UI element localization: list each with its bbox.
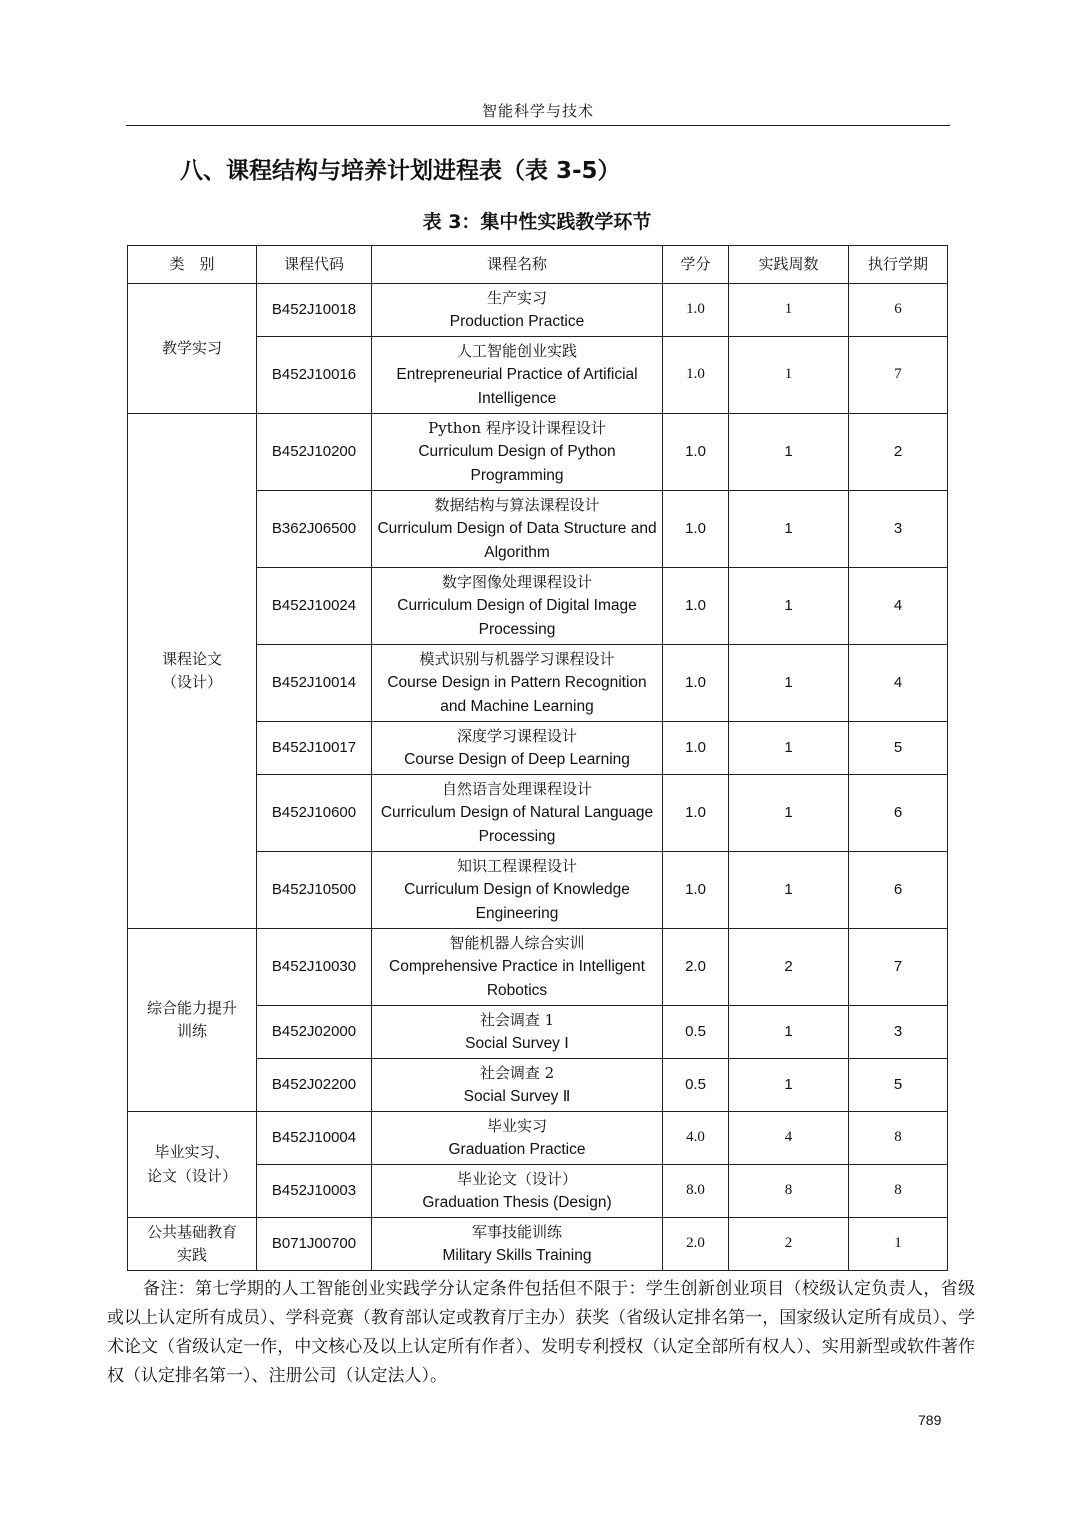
course-name-cn: 社会调查 1 <box>479 1010 555 1029</box>
course-name-en: Curriculum Design of Knowledge Engineering <box>404 881 630 922</box>
category-cell: 毕业实习、 论文（设计） <box>128 1112 257 1218</box>
course-name-cell <box>372 645 663 722</box>
credit-cell: 0.5 <box>663 1006 729 1059</box>
semester-cell: 7 <box>849 929 948 1006</box>
table-row <box>128 1218 948 1271</box>
weeks-cell: 2 <box>729 1218 849 1271</box>
credit-cell: 0.5 <box>663 1059 729 1112</box>
column-header: 执行学期 <box>849 246 948 284</box>
course-name-cn: 数据结构与算法课程设计 <box>434 495 600 514</box>
course-name-en: Course Design in Pattern Recognition and Machine Learning <box>387 674 647 715</box>
course-name-cn: 智能机器人综合实训 <box>449 933 585 952</box>
running-header: 智能科学与技术 <box>481 102 594 120</box>
category-cell: 综合能力提升 训练 <box>128 929 257 1112</box>
course-code-cell: B452J10003 <box>257 1165 372 1218</box>
course-name-cn: 社会调查 2 <box>479 1063 555 1082</box>
table-caption: 表 3：集中性实践教学环节 <box>422 211 652 233</box>
course-name-cn: 人工智能创业实践 <box>456 341 577 360</box>
column-header: 类 别 <box>128 246 257 284</box>
course-name-cn: Python 程序设计课程设计 <box>428 418 606 437</box>
weeks-cell: 1 <box>729 722 849 775</box>
course-name-en: Social Survey Ⅰ <box>465 1035 569 1052</box>
course-name-cn: 毕业实习 <box>486 1116 547 1135</box>
credit-cell: 1.0 <box>663 775 729 852</box>
course-code-cell: B452J10016 <box>257 337 372 414</box>
course-name-cn: 生产实习 <box>486 288 547 307</box>
weeks-cell: 1 <box>729 775 849 852</box>
course-name-cell <box>372 1112 663 1165</box>
weeks-cell: 1 <box>729 645 849 722</box>
course-name-cell <box>372 1218 663 1271</box>
course-code-cell: B452J10014 <box>257 645 372 722</box>
course-name-cell <box>372 929 663 1006</box>
course-name-en: Social Survey Ⅱ <box>463 1088 571 1105</box>
weeks-cell: 1 <box>729 491 849 568</box>
course-code-cell: B452J02200 <box>257 1059 372 1112</box>
practice-table <box>127 245 948 1271</box>
weeks-cell: 1 <box>729 568 849 645</box>
course-name-cell <box>372 284 663 337</box>
weeks-cell: 1 <box>729 852 849 929</box>
course-name-cell <box>372 1059 663 1112</box>
semester-cell: 1 <box>849 1218 948 1271</box>
course-code-cell: B452J10500 <box>257 852 372 929</box>
course-name-en: Entrepreneurial Practice of Artificial Intelligence <box>396 366 638 407</box>
credit-cell: 1.0 <box>663 284 729 337</box>
credit-cell: 4.0 <box>663 1112 729 1165</box>
column-header: 实践周数 <box>729 246 849 284</box>
course-name-cell <box>372 1165 663 1218</box>
credit-cell: 1.0 <box>663 852 729 929</box>
course-name-en: Graduation Practice <box>448 1141 586 1158</box>
course-code-cell: B362J06500 <box>257 491 372 568</box>
credit-cell: 1.0 <box>663 645 729 722</box>
credit-cell: 2.0 <box>663 929 729 1006</box>
semester-cell: 3 <box>849 491 948 568</box>
course-code-cell: B452J10004 <box>257 1112 372 1165</box>
course-code-cell: B071J00700 <box>257 1218 372 1271</box>
semester-cell: 8 <box>849 1165 948 1218</box>
course-name-cell <box>372 852 663 929</box>
table-row <box>128 929 948 1006</box>
course-name-cn: 深度学习课程设计 <box>456 726 577 745</box>
course-name-cn: 毕业论文（设计） <box>456 1169 577 1188</box>
weeks-cell: 1 <box>729 284 849 337</box>
column-header: 课程代码 <box>257 246 372 284</box>
course-code-cell: B452J10200 <box>257 414 372 491</box>
semester-cell: 3 <box>849 1006 948 1059</box>
course-name-cn: 模式识别与机器学习课程设计 <box>419 649 615 668</box>
semester-cell: 6 <box>849 852 948 929</box>
table-row <box>128 284 948 337</box>
course-name-en: Curriculum Design of Natural Language Processing <box>380 804 654 845</box>
weeks-cell: 8 <box>729 1165 849 1218</box>
semester-cell: 4 <box>849 645 948 722</box>
category-cell: 课程论文 （设计） <box>128 414 257 929</box>
course-name-cn: 知识工程课程设计 <box>456 856 577 875</box>
course-code-cell: B452J10024 <box>257 568 372 645</box>
column-header: 课程名称 <box>372 246 663 284</box>
semester-cell: 7 <box>849 337 948 414</box>
course-name-cn: 数字图像处理课程设计 <box>441 572 592 591</box>
column-header: 学分 <box>663 246 729 284</box>
course-name-en: Curriculum Design of Digital Image Processing <box>397 597 637 638</box>
credit-cell: 1.0 <box>663 722 729 775</box>
table-row <box>128 1112 948 1165</box>
credit-cell: 1.0 <box>663 414 729 491</box>
semester-cell: 5 <box>849 1059 948 1112</box>
table-body <box>128 284 948 1271</box>
weeks-cell: 2 <box>729 929 849 1006</box>
table-row <box>128 414 948 491</box>
course-code-cell: B452J10018 <box>257 284 372 337</box>
credit-cell: 1.0 <box>663 491 729 568</box>
weeks-cell: 1 <box>729 1006 849 1059</box>
semester-cell: 4 <box>849 568 948 645</box>
weeks-cell: 1 <box>729 337 849 414</box>
course-name-cell <box>372 414 663 491</box>
footnote: 备注：第七学期的人工智能创业实践学分认定条件包括但不限于：学生创新创业项目（校级认定负责人，省级或以上认定所有成员）、学科竞赛（教育部认定或教育厅主办）获奖（省级认定排名第一，国家级认定所有成员）、学术论文（省级认定一作，中文核心及以上认定所有作者）、发明专利授权（认定全部所有权人）、实用新型或软件著作权（认定排名第一）、注册公司（认定法人）。 <box>107 1279 975 1386</box>
course-name-cell <box>372 722 663 775</box>
semester-cell: 6 <box>849 284 948 337</box>
credit-cell: 8.0 <box>663 1165 729 1218</box>
semester-cell: 5 <box>849 722 948 775</box>
course-name-cell <box>372 775 663 852</box>
weeks-cell: 4 <box>729 1112 849 1165</box>
course-code-cell: B452J10600 <box>257 775 372 852</box>
course-name-cell <box>372 1006 663 1059</box>
course-name-en: Military Skills Training <box>442 1247 592 1264</box>
course-name-cn: 自然语言处理课程设计 <box>441 779 592 798</box>
semester-cell: 6 <box>849 775 948 852</box>
semester-cell: 2 <box>849 414 948 491</box>
course-code-cell: B452J10030 <box>257 929 372 1006</box>
course-name-en: Curriculum Design of Data Structure and Algorithm <box>377 520 657 561</box>
course-name-en: Graduation Thesis (Design) <box>422 1194 612 1211</box>
course-name-en: Comprehensive Practice in Intelligent Robotics <box>389 958 645 999</box>
course-code-cell: B452J02000 <box>257 1006 372 1059</box>
table-header-row <box>128 246 948 284</box>
course-name-en: Course Design of Deep Learning <box>404 751 630 768</box>
category-cell: 教学实习 <box>128 284 257 414</box>
course-name-cell <box>372 568 663 645</box>
section-title: 八、课程结构与培养计划进程表（表 3-5） <box>180 158 621 184</box>
header-rule <box>126 125 950 126</box>
category-cell: 公共基础教育 实践 <box>128 1218 257 1271</box>
weeks-cell: 1 <box>729 414 849 491</box>
weeks-cell: 1 <box>729 1059 849 1112</box>
course-name-cell <box>372 337 663 414</box>
semester-cell: 8 <box>849 1112 948 1165</box>
course-name-cn: 军事技能训练 <box>471 1222 562 1241</box>
course-code-cell: B452J10017 <box>257 722 372 775</box>
course-name-en: Curriculum Design of Python Programming <box>418 443 616 484</box>
credit-cell: 1.0 <box>663 568 729 645</box>
course-name-en: Production Practice <box>449 313 585 330</box>
page-number: 789 <box>918 1412 942 1428</box>
course-name-cell <box>372 491 663 568</box>
credit-cell: 2.0 <box>663 1218 729 1271</box>
credit-cell: 1.0 <box>663 337 729 414</box>
